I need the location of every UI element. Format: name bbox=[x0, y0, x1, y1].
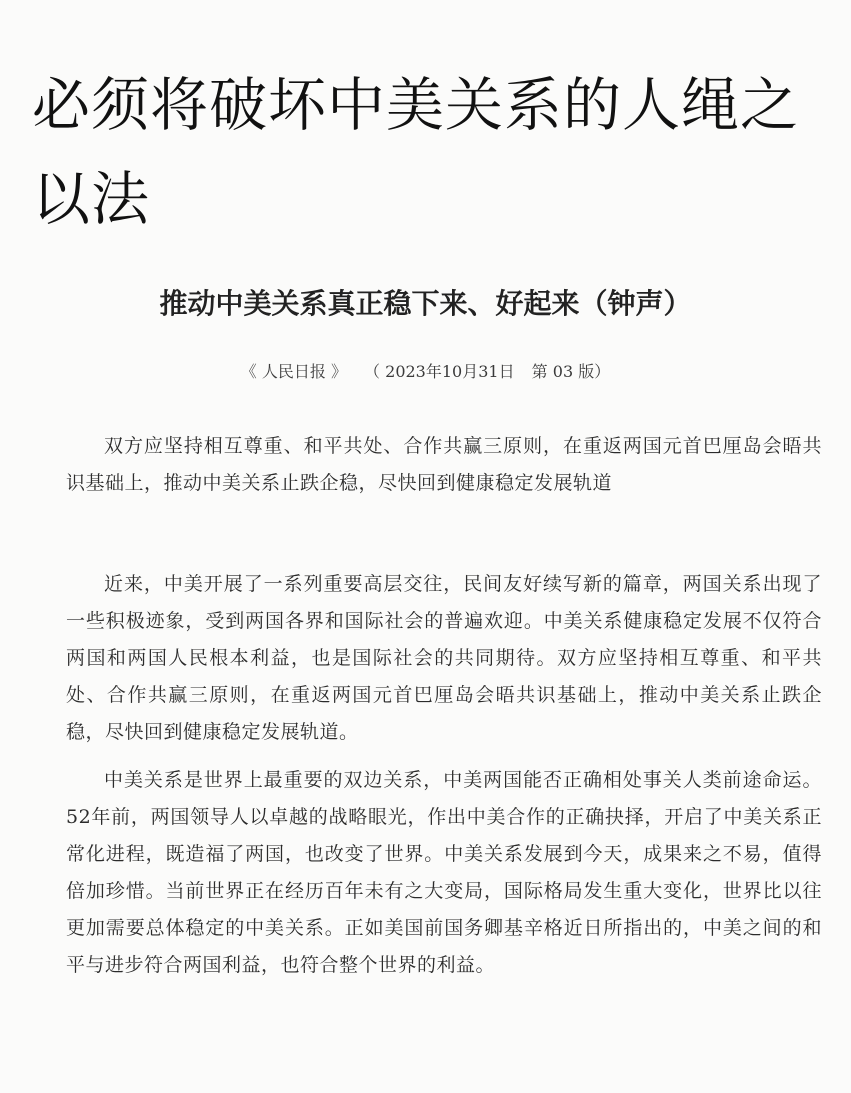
summary-paragraph: 双方应坚持相互尊重、和平共处、合作共赢三原则，在重返两国元首巴厘岛会晤共识基础上，推动中美关系止跌企稳，尽快回到健康稳定发展轨道 bbox=[66, 435, 822, 494]
article-title: 推动中美关系真正稳下来、好起来（钟声） bbox=[159, 287, 692, 320]
source-paper: 《 人民日报 》 bbox=[240, 362, 347, 381]
source-line bbox=[0, 360, 851, 384]
source-page: 第 03 版） bbox=[531, 362, 611, 381]
body-paragraph: 中美关系是世界上最重要的双边关系，中美两国能否正确相处事关人类前途命运。52年前，两国领导人以卓越的战略眼光，作出中美合作的正确抉择，开启了中美关系正常化进程，既造福了两国，也改变了世界。中美关系发展到今天，成果来之不易，值得倍加珍惜。当前世界正在经历百年未有之大变局，国际格局发生重大变化，世界比以往更加需要总体稳定的中美关系。正如美国前国务卿基辛格近日所指出的，中美之间的和平与进步符合两国利益，也符合整个世界的利益。 bbox=[66, 769, 822, 976]
body-paragraph: 近来，中美开展了一系列重要高层交往，民间友好续写新的篇章，两国关系出现了一些积极迹象，受到两国各界和国际社会的普遍欢迎。中美关系健康稳定发展不仅符合两国和两国人民根本利益，也是国际社会的共同期待。双方应坚持相互尊重、和平共处、合作共赢三原则，在重返两国元首巴厘岛会晤共识基础上，推动中美关系止跌企稳，尽快回到健康稳定发展轨道。 bbox=[66, 573, 822, 743]
article bbox=[0, 270, 851, 384]
source-date: （ 2023年10月31日 bbox=[364, 362, 515, 381]
headline: 必须将破坏中美关系的人绳之以法 bbox=[32, 71, 800, 233]
